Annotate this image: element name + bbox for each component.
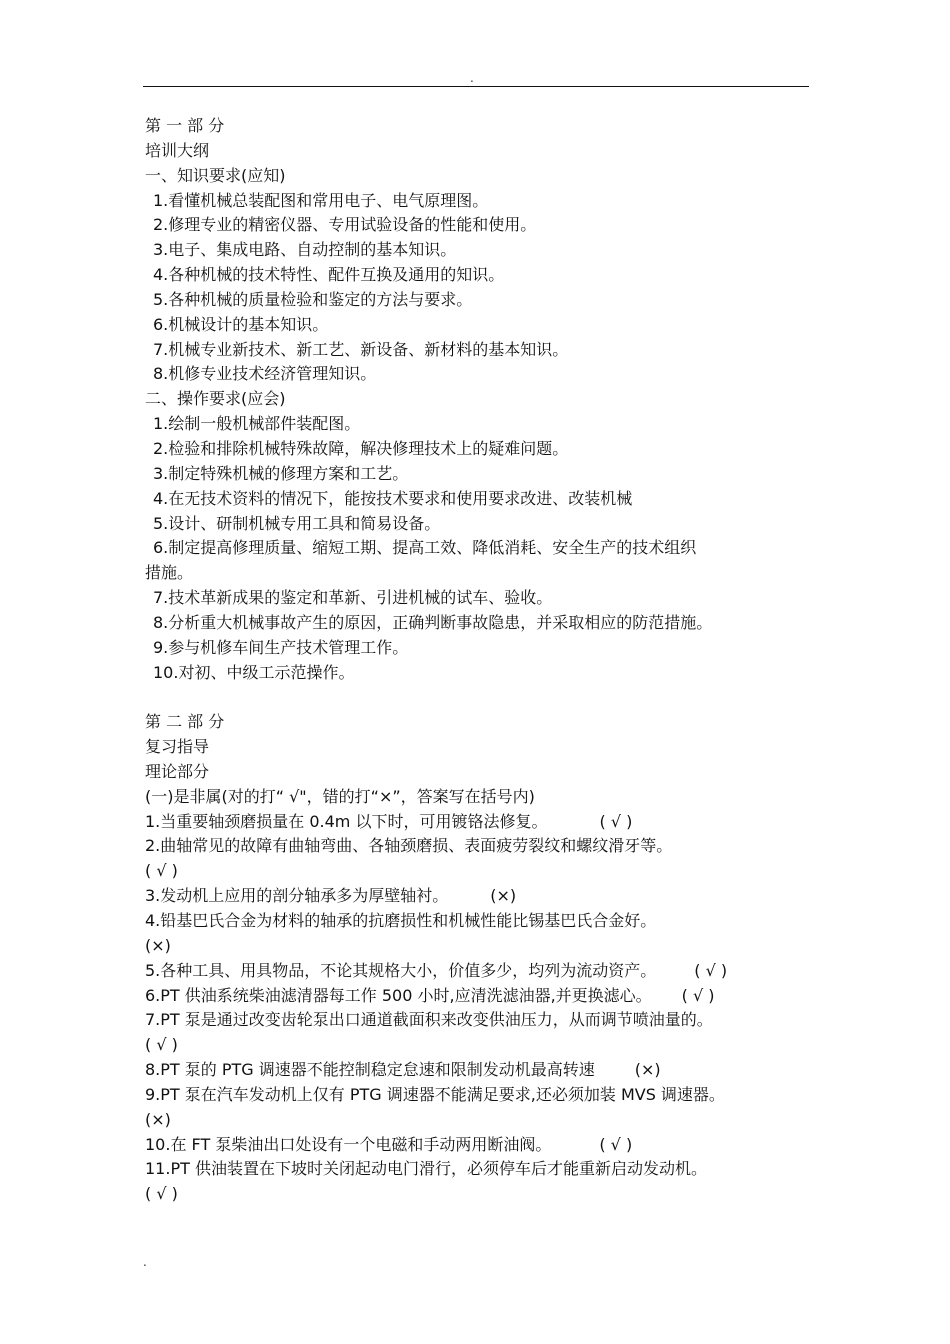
knowledge-item: 1.看懂机械总装配图和常用电子、电气原理图。 (153, 190, 489, 210)
operation-item: 9.参与机修车间生产技术管理工作。 (153, 637, 409, 657)
true-false-title: (一)是非属(对的打“ √"，错的打“×”，答案写在括号内) (145, 786, 535, 806)
answer-mark: ( √ ) (681, 985, 715, 1005)
question-9-answer (145, 1108, 811, 1133)
question-8 (145, 1058, 811, 1083)
answer-mark: ( √ ) (599, 811, 633, 831)
knowledge-item: 4.各种机械的技术特性、配件互换及通用的知识。 (153, 265, 505, 285)
knowledge-title: 一、知识要求(应知) (145, 165, 286, 185)
answer-mark: ( √ ) (694, 960, 728, 980)
theory-section-title: 理论部分 (145, 761, 210, 781)
question-9 (145, 1083, 811, 1108)
part1-subtitle: 培训大纲 (145, 140, 210, 160)
operation-item: 1.绘制一般机械部件装配图。 (153, 414, 361, 434)
section-spacer (145, 685, 811, 710)
question-4-answer (145, 934, 811, 959)
part2-heading: 第 二 部 分 (145, 712, 225, 732)
question-11-answer (145, 1182, 811, 1207)
part1-heading: 第 一 部 分 (145, 116, 225, 135)
header-rule (143, 86, 809, 87)
question-2-answer (145, 859, 811, 884)
operation-item: 2.检验和排除机械特殊故障，解决修理技术上的疑难问题。 (153, 438, 569, 458)
question-5 (145, 959, 811, 984)
document-body (145, 114, 811, 1207)
answer-mark: ( √ ) (145, 861, 178, 881)
answer-mark: (×) (490, 886, 517, 906)
operation-title: 二、操作要求(应会) (145, 389, 286, 409)
question-4 (145, 909, 811, 934)
header-mark: . (470, 71, 474, 85)
part2-subtitle: 复习指导 (145, 737, 210, 757)
question-11 (145, 1157, 811, 1182)
answer-mark: (×) (145, 935, 171, 955)
answer-mark: ( √ ) (599, 1134, 633, 1154)
question-7 (145, 1008, 811, 1033)
question-3 (145, 884, 811, 909)
question-2 (145, 834, 811, 859)
question-text: 8.PT 泵的 PTG 调速器不能控制稳定怠速和限制发动机最高转速 (145, 1060, 595, 1080)
knowledge-item: 7.机械专业新技术、新工艺、新设备、新材料的基本知识。 (153, 339, 569, 359)
question-1 (145, 810, 811, 835)
operation-item: 4.在无技术资料的情况下，能按技术要求和使用要求改进、改装机械 (153, 488, 633, 508)
footer-mark: . (143, 1255, 147, 1269)
question-10 (145, 1133, 811, 1158)
knowledge-item: 3.电子、集成电路、自动控制的基本知识。 (153, 240, 457, 260)
operation-item: 5.设计、研制机械专用工具和简易设备。 (153, 513, 441, 533)
knowledge-item: 8.机修专业技术经济管理知识。 (153, 364, 377, 384)
knowledge-item: 6.机械设计的基本知识。 (153, 314, 329, 334)
knowledge-item: 2.修理专业的精密仪器、专用试验设备的性能和使用。 (153, 215, 537, 235)
question-text: 7.PT 泵是通过改变齿轮泵出口通道截面积来改变供油压力，从而调节喷油量的。 (145, 1010, 713, 1030)
question-text: 4.铅基巴氏合金为材料的轴承的抗磨损性和机械性能比锡基巴氏合金好。 (145, 911, 657, 930)
operation-item: 7.技术革新成果的鉴定和革新、引进机械的试车、验收。 (153, 588, 553, 608)
answer-mark: ( √ ) (145, 1035, 178, 1055)
question-text: 10.在 FT 泵柴油出口处设有一个电磁和手动两用断油阀。 (145, 1134, 552, 1154)
operation-item-continued: 措施。 (145, 563, 194, 583)
question-text: 1.当重要轴颈磨损量在 0.4m 以下时，可用镀铬法修复。 (145, 811, 548, 831)
question-6 (145, 984, 811, 1009)
question-text: 11.PT 供油装置在下坡时关闭起动电门滑行，必须停车后才能重新启动发动机。 (145, 1159, 707, 1179)
question-text: 9.PT 泵在汽车发动机上仅有 PTG 调速器不能满足要求,还必须加装 MVS 调速器。 (145, 1084, 725, 1104)
knowledge-item: 5.各种机械的质量检验和鉴定的方法与要求。 (153, 289, 473, 309)
operation-item: 8.分析重大机械事故产生的原因，正确判断事故隐患，并采取相应的防范措施。 (153, 612, 713, 632)
operation-item: 10.对初、中级工示范操作。 (153, 662, 355, 682)
question-text: 3.发动机上应用的剖分轴承多为厚壁轴衬。 (145, 886, 449, 906)
question-text: 6.PT 供油系统柴油滤清器每工作 500 小时,应清洗滤油器,并更换滤心。 (145, 985, 652, 1005)
question-text: 2.曲轴常见的故障有曲轴弯曲、各轴颈磨损、表面疲劳裂纹和螺纹滑牙等。 (145, 836, 673, 856)
answer-mark: (×) (145, 1109, 171, 1129)
operation-item: 6.制定提高修理质量、缩短工期、提高工效、降低消耗、安全生产的技术组织 (153, 538, 697, 558)
question-7-answer (145, 1033, 811, 1058)
answer-mark: (×) (634, 1060, 661, 1080)
question-text: 5.各种工具、用具物品，不论其规格大小，价值多少，均列为流动资产。 (145, 960, 657, 980)
answer-mark: ( √ ) (145, 1184, 178, 1204)
operation-item: 3.制定特殊机械的修理方案和工艺。 (153, 463, 409, 483)
